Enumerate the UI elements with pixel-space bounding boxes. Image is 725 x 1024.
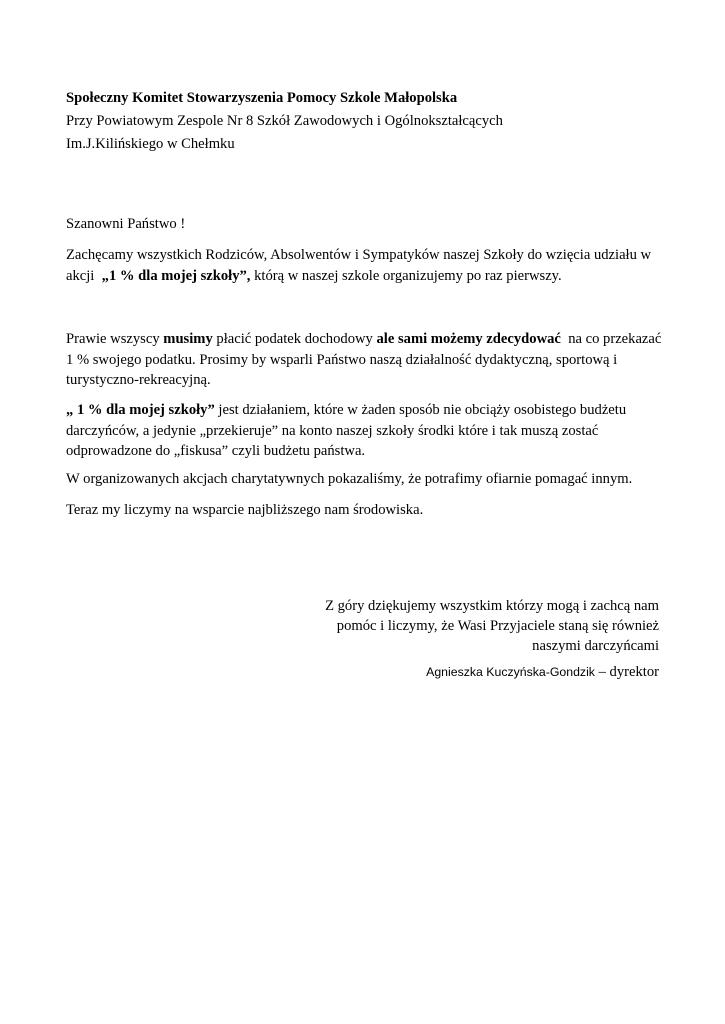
text-segment: akcji — [66, 267, 102, 284]
paragraph-charity: W organizowanych akcjach charytatywnych pokazaliśmy, że potrafimy ofiarnie pomagać innym. — [66, 471, 633, 487]
campaign-name: „ 1 % dla mojej szkoły” — [66, 402, 215, 418]
closing-line1: Z góry dziękujemy wszystkim którzy mogą i zachcą nam — [325, 598, 659, 614]
org-name-text: Społeczny Komitet Stowarzyszenia Pomocy Szkole Małopolska — [66, 90, 458, 106]
paragraph-tax — [66, 329, 666, 391]
org-address-line: Przy Powiatowym Zespole Nr 8 Szkół Zawodowych i Ogólnokształcących — [66, 113, 503, 129]
text-segment: na co przekazać 1 % swojego podatku. Prosimy by wsparli Państwo naszą działalność dydaktyczną, sportową i turystyczno-rekreacyjną. — [66, 331, 666, 388]
greeting: Szanowni Państwo ! — [66, 216, 186, 232]
emphasis-text: ale sami możemy zdecydować — [376, 331, 561, 347]
emphasis-text: musimy — [163, 331, 213, 347]
text-segment: którą w naszej szkole organizujemy po raz pierwszy. — [250, 267, 562, 284]
text-segment: płacić podatek dochodowy — [212, 331, 377, 347]
campaign-name: „1 % dla mojej szkoły”, — [101, 267, 251, 284]
signatory-name: Agnieszka Kuczyńska-Gondzik — [426, 665, 595, 679]
paragraph-campaign-explanation — [66, 400, 666, 462]
text-segment: jest działaniem, które w żaden sposób nie obciąży osobistego budżetu darczyńców, a jedynie „przekieruje” na konto naszej szkoły środki które i tak muszą zostać odprowadzone do „fiskusa” czyli budżetu państwa. — [66, 402, 627, 459]
closing-text — [259, 596, 659, 656]
org-name — [66, 89, 457, 107]
paragraph-invitation — [66, 245, 666, 286]
paragraph-invitation-line2 — [66, 266, 666, 287]
paragraph-support: Teraz my liczymy na wsparcie najbliższego nam środowiska. — [66, 502, 424, 518]
text-segment: Prawie wszyscy — [66, 331, 164, 347]
signatory-title: – dyrektor — [598, 664, 659, 680]
closing-line2: pomóc i liczymy, że Wasi Przyjaciele staną się również — [336, 618, 659, 634]
signature — [426, 663, 659, 681]
paragraph-invitation-line1: Zachęcamy wszystkich Rodziców, Absolwentów i Sympatyków naszej Szkoły do wzięcia udziału w — [66, 247, 652, 263]
org-school-name: Im.J.Kilińskiego w Chełmku — [66, 136, 235, 152]
closing-line3: naszymi darczyńcami — [532, 638, 659, 654]
